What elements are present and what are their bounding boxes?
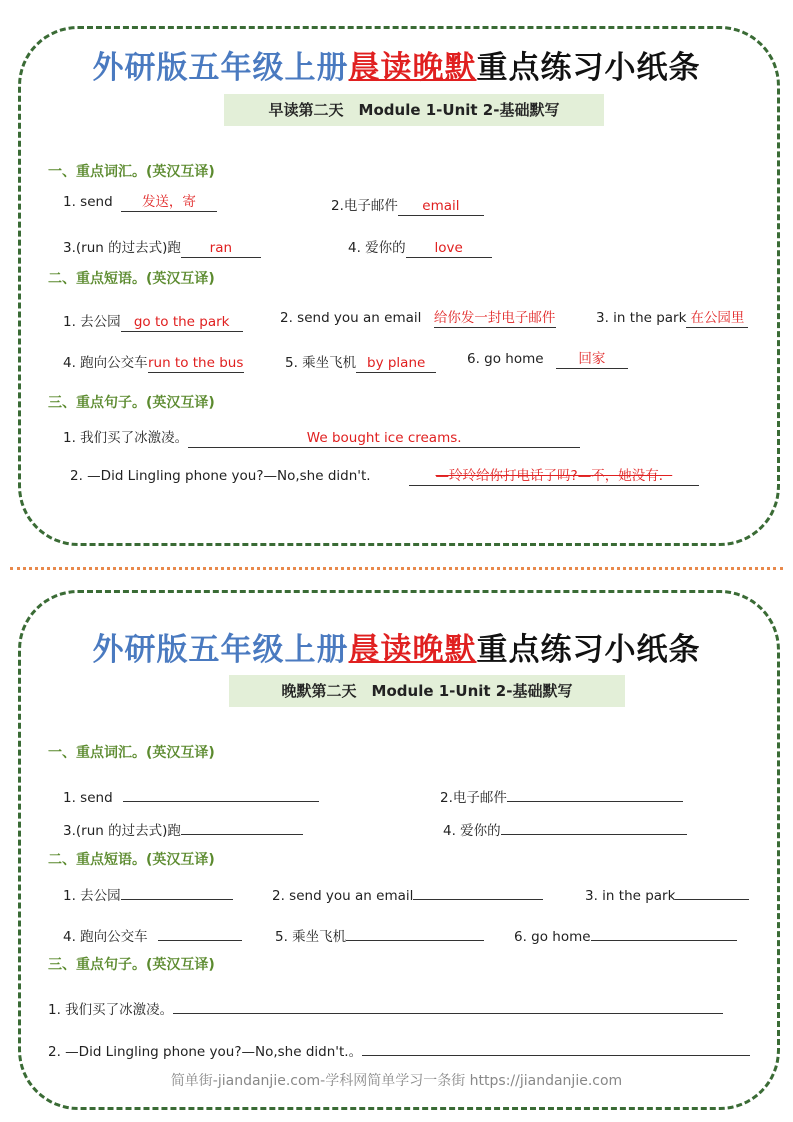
card2-section-vocab: 一、重点词汇。(英汉互译) (48, 745, 215, 761)
answer-blank[interactable] (413, 882, 543, 900)
answer-blank[interactable] (501, 817, 687, 835)
answer-blank: love (406, 240, 492, 258)
answer-blank[interactable] (591, 923, 737, 941)
answer-blank[interactable] (181, 817, 303, 835)
card1-phrase-2 (280, 310, 556, 328)
answer-blank: 发送，寄 (121, 194, 217, 212)
card1-section-phrases: 二、重点短语。(英汉互译) (48, 271, 215, 287)
card1-sentence-2 (70, 468, 699, 486)
title-part-c: 重点练习小纸条 (476, 50, 701, 86)
title-part-a: 外研版五年级上册 (92, 632, 349, 668)
answer-blank: 回家 (556, 351, 628, 369)
title-part-b: 晨读晚默 (348, 50, 477, 86)
question-text: 2.电子邮件 (440, 790, 507, 806)
question-text: 4. 跑向公交车 (63, 929, 148, 945)
question-text: 2.电子邮件 (331, 198, 398, 214)
card2-phrase-1 (63, 882, 233, 904)
answer-blank: 给你发一封电子邮件 (433, 310, 556, 326)
answer-blank[interactable] (173, 996, 723, 1014)
card1-vocab-1 (63, 194, 217, 212)
card2-phrase-4 (63, 923, 242, 945)
card2-title (0, 624, 793, 669)
card2-phrase-6 (514, 923, 737, 945)
card2-sentence-1 (48, 996, 723, 1018)
card1-phrase-6 (467, 351, 628, 369)
card2-vocab-3 (63, 817, 303, 839)
answer-blank: 在公园里 (686, 310, 748, 328)
card2-vocab-2 (440, 784, 683, 806)
answer-blank[interactable] (121, 882, 233, 900)
card2-phrase-3 (585, 882, 749, 904)
question-text: 3. in the park (585, 888, 676, 904)
card2-phrase-5 (275, 923, 484, 945)
title-part-c: 重点练习小纸条 (476, 632, 701, 668)
question-text: 1. 去公园 (63, 888, 121, 904)
question-text: 1. 我们买了冰激凌。 (48, 1002, 174, 1018)
card2-vocab-4 (443, 817, 687, 839)
answer-blank[interactable] (675, 882, 749, 900)
question-text: 5. 乘坐飞机 (275, 929, 347, 945)
card1-title (0, 42, 793, 87)
card1-phrase-3 (596, 310, 748, 328)
question-text: 1. 去公园 (63, 314, 121, 330)
question-text: 5. 乘坐飞机 (285, 355, 357, 371)
title-part-a: 外研版五年级上册 (92, 50, 349, 86)
answer-blank: run to the bus (147, 355, 244, 371)
page-divider (10, 567, 783, 570)
card1-phrase-5 (285, 351, 436, 373)
title-part-b: 晨读晚默 (348, 632, 477, 668)
answer-blank[interactable] (346, 923, 484, 941)
card1-sentence-1 (63, 426, 580, 448)
card2-phrase-2 (272, 882, 543, 904)
question-text: 4. 爱你的 (443, 823, 501, 839)
answer-blank[interactable] (362, 1038, 750, 1056)
card1-phrase-1 (63, 310, 243, 332)
card2-section-phrases: 二、重点短语。(英汉互译) (48, 852, 215, 868)
answer-blank[interactable] (123, 784, 319, 802)
answer-blank[interactable] (158, 923, 242, 941)
card1-phrase-4 (63, 351, 244, 373)
question-text: 1. 我们买了冰激凌。 (63, 430, 189, 446)
answer-blank: —玲玲给你打电话了吗?—不，她没有． (409, 468, 699, 486)
question-text: 3. in the park (596, 310, 687, 326)
answer-blank: ran (181, 240, 261, 258)
question-text: 1. send (63, 790, 113, 806)
card1-subtitle: 早读第二天 Module 1-Unit 2-基础默写 (224, 94, 604, 126)
card1-section-sentences: 三、重点句子。(英汉互译) (48, 395, 215, 411)
question-text: 1. send (63, 194, 113, 210)
answer-blank: email (398, 198, 484, 216)
question-text: 2. —Did Lingling phone you?—No,she didn't. (70, 468, 371, 484)
card1-section-vocab: 一、重点词汇。(英汉互译) (48, 164, 215, 180)
card2-subtitle: 晚默第二天 Module 1-Unit 2-基础默写 (229, 675, 625, 707)
card1-vocab-2 (331, 194, 484, 216)
card2-sentence-2 (48, 1038, 750, 1060)
question-text: 4. 跑向公交车 (63, 355, 148, 371)
question-text: 2. send you an email (272, 888, 414, 904)
card2-vocab-1 (63, 784, 319, 806)
card2-section-sentences: 三、重点句子。(英汉互译) (48, 957, 215, 973)
card1-vocab-4 (348, 236, 492, 258)
question-text: 3.(run 的过去式)跑 (63, 240, 181, 256)
question-text: 2. —Did Lingling phone you?—No,she didn't.。 (48, 1044, 363, 1060)
answer-blank: We bought ice creams. (188, 430, 580, 448)
question-text: 2. send you an email (280, 310, 422, 326)
question-text: 4. 爱你的 (348, 240, 406, 256)
question-text: 6. go home (514, 929, 591, 945)
question-text: 3.(run 的过去式)跑 (63, 823, 181, 839)
answer-blank: go to the park (121, 314, 243, 332)
footer-watermark: 简单街-jiandanjie.com-学科网简单学习一条街 https://jiandanjie.com (170, 1073, 623, 1089)
answer-blank[interactable] (507, 784, 683, 802)
answer-blank: by plane (356, 355, 436, 373)
card1-vocab-3 (63, 236, 261, 258)
question-text: 6. go home (467, 351, 544, 367)
